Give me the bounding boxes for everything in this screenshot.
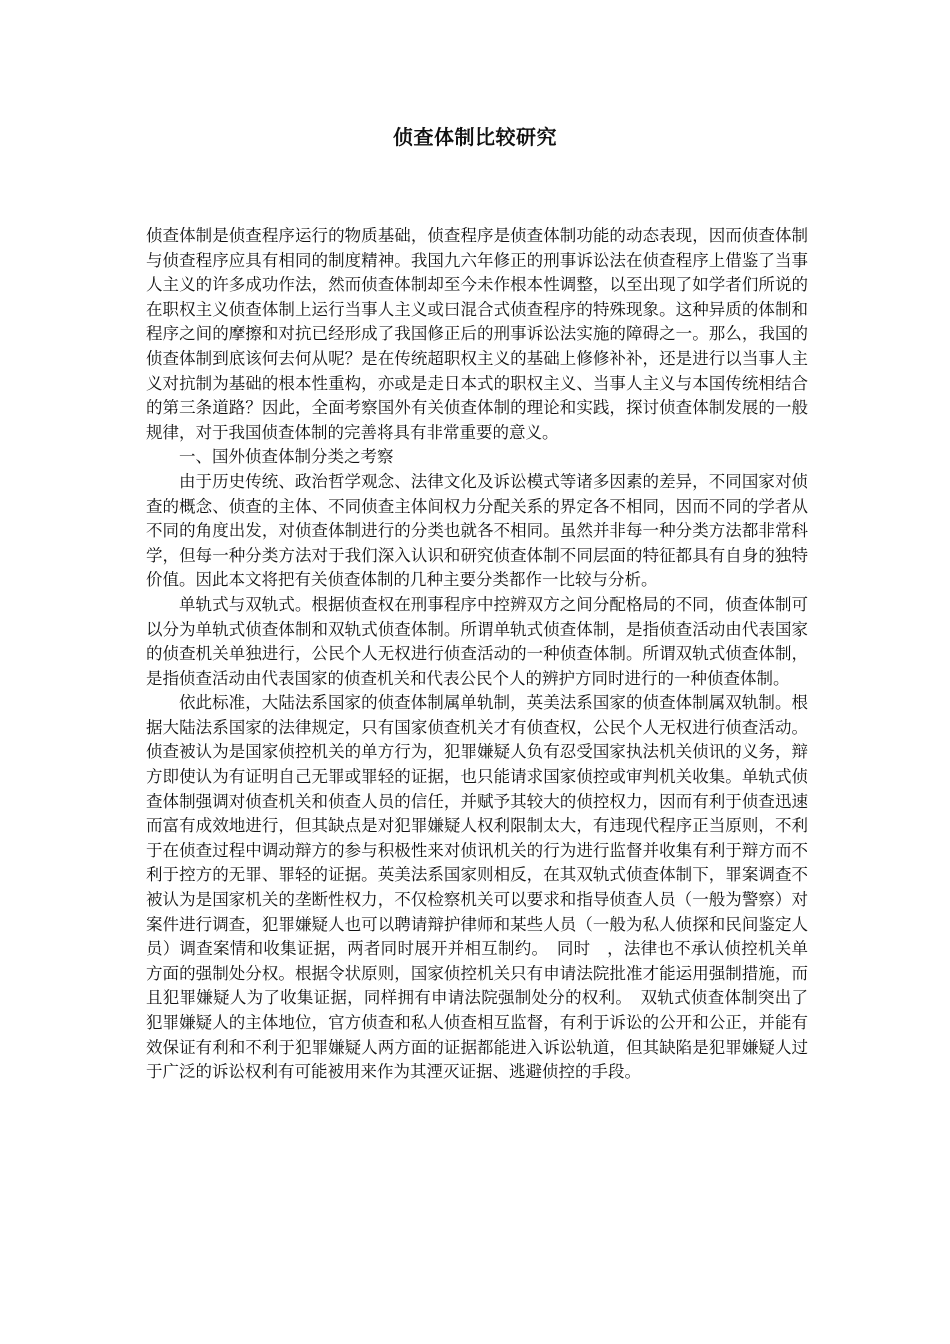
intro-paragraph: 侦查体制是侦查程序运行的物质基础，侦查程序是侦查体制功能的动态表现，因而侦查体制与侦查程序应具有相同的制度精神。我国九六年修正的刑事诉讼法在侦查程序上借鉴了当事人主义的许多成功作法，然而侦查体制却至今未作根本性调整，以至出现了如学者们所说的在职权主义侦查体制上运行当事人主义或曰混合式侦查程序的特殊现象。这种异质的体制和程序之间的摩擦和对抗已经形成了我国修正后的刑事诉讼法实施的障碍之一。那么，我国的侦查体制到底该何去何从呢？是在传统超职权主义的基础上修修补补，还是进行以当事人主义对抗制为基础的根本性重构，亦或是走日本式的职权主义、当事人主义与本国传统相结合的第三条道路？因此，全面考察国外有关侦查体制的理论和实践，探讨侦查体制发展的一般规律，对于我国侦查体制的完善将具有非常重要的意义。 xyxy=(146,226,808,442)
document-body xyxy=(146,224,808,1085)
document-title: 侦查体制比较研究 xyxy=(393,125,557,149)
section-heading: 一、国外侦查体制分类之考察 xyxy=(179,447,394,467)
body-paragraph: 依此标准，大陆法系国家的侦查体制属单轨制，英美法系国家的侦查体制属双轨制。根据大陆法系国家的法律规定，只有国家侦查机关才有侦查权，公民个人无权进行侦查活动。侦查被认为是国家侦控机关的单方行为，犯罪嫌疑人负有忍受国家执法机关侦讯的义务，辩方即使认为有证明自己无罪或罪轻的证据，也只能请求国家侦控或审判机关收集。单轨式侦查体制强调对侦查机关和侦查人员的信任，并赋予其较大的侦控权力，因而有利于侦查迅速而富有成效地进行，但其缺点是对犯罪嫌疑人权利限制太大，有违现代程序正当原则，不利于在侦查过程中调动辩方的参与积极性来对侦讯机关的行为进行监督并收集有利于辩方而不利于控方的无罪、罪轻的证据。英美法系国家则相反，在其双轨式侦查体制下，罪案调查不被认为是国家机关的垄断性权力，不仅检察机关可以要求和指导侦查人员（一般为警察）对案件进行调查，犯罪嫌疑人也可以聘请辩护律师和某些人员（一般为私人侦探和民间鉴定人员）调查案情和收集证据，两者同时展开并相互制约。 同时 ，法律也不承认侦控机关单方面的强制处分权。根据令状原则，国家侦控机关只有申请法院批准才能运用强制措施，而且犯罪嫌疑人为了收集证据，同样拥有申请法院强制处分的权利。 双轨式侦查体制突出了犯罪嫌疑人的主体地位，官方侦查和私人侦查相互监督，有利于诉讼的公开和公正，并能有效保证有利和不利于犯罪嫌疑人两方面的证据都能进入诉讼轨道，但其缺陷是犯罪嫌疑人过于广泛的诉讼权利有可能被用来作为其湮灭证据、逃避侦控的手段。 xyxy=(146,693,808,1082)
body-paragraph: 单轨式与双轨式。根据侦查权在刑事程序中控辨双方之间分配格局的不同，侦查体制可以分为单轨式侦查体制和双轨式侦查体制。所谓单轨式侦查体制，是指侦查活动由代表国家的侦查机关单独进行，公民个人无权进行侦查活动的一种侦查体制。所谓双轨式侦查体制，是指侦查活动由代表国家的侦查机关和代表公民个人的辨护方同时进行的一种侦查体制。 xyxy=(146,594,808,688)
body-paragraph: 由于历史传统、政治哲学观念、法律文化及诉讼模式等诸多因素的差异，不同国家对侦查的概念、侦查的主体、不同侦查主体间权力分配关系的界定各不相同，因而不同的学者从不同的角度出发，对侦查体制进行的分类也就各不相同。虽然并非每一种分类方法都非常科学，但每一种分类方法对于我们深入认识和研究侦查体制不同层面的特征都具有自身的独特价值。因此本文将把有关侦查体制的几种主要分类都作一比较与分析。 xyxy=(146,471,808,590)
